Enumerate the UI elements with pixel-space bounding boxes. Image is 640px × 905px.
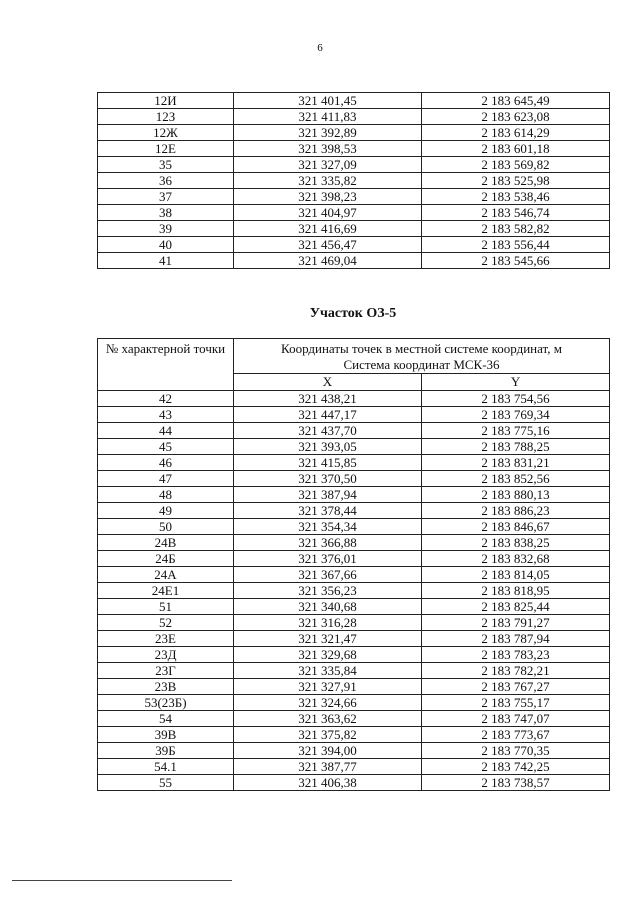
y-cell: 2 183 614,29 bbox=[422, 125, 610, 141]
y-cell: 2 183 569,82 bbox=[422, 157, 610, 173]
table-row bbox=[98, 583, 610, 599]
y-cell: 2 183 538,46 bbox=[422, 189, 610, 205]
x-cell: 321 406,38 bbox=[234, 775, 422, 791]
point-cell: 12Ж bbox=[98, 125, 234, 141]
table-row bbox=[98, 535, 610, 551]
point-cell: 12Е bbox=[98, 141, 234, 157]
x-cell: 321 469,04 bbox=[234, 253, 422, 269]
point-cell: 12З bbox=[98, 109, 234, 125]
point-cell: 52 bbox=[98, 615, 234, 631]
point-cell: 24Е1 bbox=[98, 583, 234, 599]
table-row bbox=[98, 455, 610, 471]
point-cell: 24А bbox=[98, 567, 234, 583]
point-cell: 37 bbox=[98, 189, 234, 205]
table-row bbox=[98, 221, 610, 237]
x-cell: 321 340,68 bbox=[234, 599, 422, 615]
point-cell: 12И bbox=[98, 93, 234, 109]
footer-divider bbox=[12, 880, 232, 881]
x-cell: 321 335,84 bbox=[234, 663, 422, 679]
point-cell: 38 bbox=[98, 205, 234, 221]
y-cell: 2 183 787,94 bbox=[422, 631, 610, 647]
y-cell: 2 183 645,49 bbox=[422, 93, 610, 109]
point-cell: 45 bbox=[98, 439, 234, 455]
point-cell: 51 bbox=[98, 599, 234, 615]
table-row bbox=[98, 439, 610, 455]
point-cell: 54 bbox=[98, 711, 234, 727]
x-cell: 321 370,50 bbox=[234, 471, 422, 487]
x-cell: 321 393,05 bbox=[234, 439, 422, 455]
point-cell: 35 bbox=[98, 157, 234, 173]
table-row bbox=[98, 125, 610, 141]
x-cell: 321 437,70 bbox=[234, 423, 422, 439]
x-cell: 321 438,21 bbox=[234, 391, 422, 407]
x-cell: 321 398,23 bbox=[234, 189, 422, 205]
point-cell: 50 bbox=[98, 519, 234, 535]
table-row bbox=[98, 695, 610, 711]
table-row bbox=[98, 141, 610, 157]
x-cell: 321 376,01 bbox=[234, 551, 422, 567]
x-cell: 321 387,94 bbox=[234, 487, 422, 503]
x-cell: 321 327,91 bbox=[234, 679, 422, 695]
y-cell: 2 183 754,56 bbox=[422, 391, 610, 407]
x-cell: 321 401,45 bbox=[234, 93, 422, 109]
table-row bbox=[98, 471, 610, 487]
x-cell: 321 404,97 bbox=[234, 205, 422, 221]
point-cell: 23Е bbox=[98, 631, 234, 647]
coordinates-table-top-body bbox=[98, 93, 610, 269]
point-cell: 47 bbox=[98, 471, 234, 487]
coordinates-table-top bbox=[97, 92, 610, 269]
y-cell: 2 183 755,17 bbox=[422, 695, 610, 711]
table-row bbox=[98, 663, 610, 679]
point-cell: 39В bbox=[98, 727, 234, 743]
y-cell: 2 183 601,18 bbox=[422, 141, 610, 157]
table-row bbox=[98, 391, 610, 407]
y-cell: 2 183 623,08 bbox=[422, 109, 610, 125]
x-cell: 321 316,28 bbox=[234, 615, 422, 631]
coordinates-table-oz5 bbox=[97, 338, 610, 791]
y-cell: 2 183 791,27 bbox=[422, 615, 610, 631]
y-cell: 2 183 770,35 bbox=[422, 743, 610, 759]
y-cell: 2 183 545,66 bbox=[422, 253, 610, 269]
point-cell: 23Г bbox=[98, 663, 234, 679]
y-cell: 2 183 747,07 bbox=[422, 711, 610, 727]
point-cell: 44 bbox=[98, 423, 234, 439]
table-row bbox=[98, 205, 610, 221]
y-cell: 2 183 767,27 bbox=[422, 679, 610, 695]
x-cell: 321 356,23 bbox=[234, 583, 422, 599]
point-cell: 43 bbox=[98, 407, 234, 423]
y-cell: 2 183 838,25 bbox=[422, 535, 610, 551]
x-cell: 321 387,77 bbox=[234, 759, 422, 775]
x-cell: 321 415,85 bbox=[234, 455, 422, 471]
table-row bbox=[98, 631, 610, 647]
section-title: Участок ОЗ-5 bbox=[309, 306, 397, 321]
point-cell: 53(23Б) bbox=[98, 695, 234, 711]
x-cell: 321 416,69 bbox=[234, 221, 422, 237]
y-cell: 2 183 782,21 bbox=[422, 663, 610, 679]
y-cell: 2 183 773,67 bbox=[422, 727, 610, 743]
y-cell: 2 183 769,34 bbox=[422, 407, 610, 423]
point-cell: 40 bbox=[98, 237, 234, 253]
point-cell: 41 bbox=[98, 253, 234, 269]
header-coordinates: Координаты точек в местной системе координат, м bbox=[234, 339, 610, 358]
x-cell: 321 366,88 bbox=[234, 535, 422, 551]
table-row bbox=[98, 487, 610, 503]
y-cell: 2 183 738,57 bbox=[422, 775, 610, 791]
point-cell: 48 bbox=[98, 487, 234, 503]
table-row bbox=[98, 567, 610, 583]
point-cell: 24В bbox=[98, 535, 234, 551]
table-row bbox=[98, 727, 610, 743]
y-cell: 2 183 825,44 bbox=[422, 599, 610, 615]
x-cell: 321 392,89 bbox=[234, 125, 422, 141]
point-cell: 36 bbox=[98, 173, 234, 189]
header-point-number: № характерной точки bbox=[98, 339, 234, 391]
header-y: Y bbox=[422, 374, 610, 391]
y-cell: 2 183 775,16 bbox=[422, 423, 610, 439]
table-row bbox=[98, 599, 610, 615]
table-row bbox=[98, 711, 610, 727]
point-cell: 46 bbox=[98, 455, 234, 471]
table-row bbox=[98, 647, 610, 663]
y-cell: 2 183 525,98 bbox=[422, 173, 610, 189]
point-cell: 54.1 bbox=[98, 759, 234, 775]
x-cell: 321 398,53 bbox=[234, 141, 422, 157]
table-row bbox=[98, 775, 610, 791]
x-cell: 321 354,34 bbox=[234, 519, 422, 535]
table-row bbox=[98, 615, 610, 631]
x-cell: 321 378,44 bbox=[234, 503, 422, 519]
point-cell: 23В bbox=[98, 679, 234, 695]
y-cell: 2 183 886,23 bbox=[422, 503, 610, 519]
table-row bbox=[98, 189, 610, 205]
table-row bbox=[98, 503, 610, 519]
coordinates-table-oz5-body bbox=[98, 391, 610, 791]
x-cell: 321 447,17 bbox=[234, 407, 422, 423]
point-cell: 42 bbox=[98, 391, 234, 407]
y-cell: 2 183 832,68 bbox=[422, 551, 610, 567]
y-cell: 2 183 846,67 bbox=[422, 519, 610, 535]
table-row bbox=[98, 519, 610, 535]
x-cell: 321 327,09 bbox=[234, 157, 422, 173]
y-cell: 2 183 582,82 bbox=[422, 221, 610, 237]
point-cell: 24Б bbox=[98, 551, 234, 567]
header-x: X bbox=[234, 374, 422, 391]
table-row bbox=[98, 679, 610, 695]
table-row bbox=[98, 743, 610, 759]
page-number: 6 bbox=[317, 42, 323, 54]
table-row bbox=[98, 407, 610, 423]
y-cell: 2 183 880,13 bbox=[422, 487, 610, 503]
table-row bbox=[98, 173, 610, 189]
y-cell: 2 183 788,25 bbox=[422, 439, 610, 455]
point-cell: 39Б bbox=[98, 743, 234, 759]
point-cell: 55 bbox=[98, 775, 234, 791]
table-row bbox=[98, 237, 610, 253]
table-header-row bbox=[98, 339, 610, 358]
table-row bbox=[98, 253, 610, 269]
y-cell: 2 183 852,56 bbox=[422, 471, 610, 487]
point-cell: 49 bbox=[98, 503, 234, 519]
table-row bbox=[98, 157, 610, 173]
x-cell: 321 329,68 bbox=[234, 647, 422, 663]
y-cell: 2 183 831,21 bbox=[422, 455, 610, 471]
y-cell: 2 183 783,23 bbox=[422, 647, 610, 663]
x-cell: 321 335,82 bbox=[234, 173, 422, 189]
x-cell: 321 324,66 bbox=[234, 695, 422, 711]
y-cell: 2 183 546,74 bbox=[422, 205, 610, 221]
point-cell: 39 bbox=[98, 221, 234, 237]
y-cell: 2 183 818,95 bbox=[422, 583, 610, 599]
table-row bbox=[98, 759, 610, 775]
x-cell: 321 321,47 bbox=[234, 631, 422, 647]
y-cell: 2 183 814,05 bbox=[422, 567, 610, 583]
table-row bbox=[98, 109, 610, 125]
header-coordinate-system: Система координат МСК-36 bbox=[234, 357, 610, 374]
y-cell: 2 183 742,25 bbox=[422, 759, 610, 775]
x-cell: 321 411,83 bbox=[234, 109, 422, 125]
x-cell: 321 456,47 bbox=[234, 237, 422, 253]
y-cell: 2 183 556,44 bbox=[422, 237, 610, 253]
x-cell: 321 367,66 bbox=[234, 567, 422, 583]
x-cell: 321 363,62 bbox=[234, 711, 422, 727]
table-row bbox=[98, 93, 610, 109]
point-cell: 23Д bbox=[98, 647, 234, 663]
x-cell: 321 375,82 bbox=[234, 727, 422, 743]
x-cell: 321 394,00 bbox=[234, 743, 422, 759]
table-row bbox=[98, 423, 610, 439]
table-row bbox=[98, 551, 610, 567]
